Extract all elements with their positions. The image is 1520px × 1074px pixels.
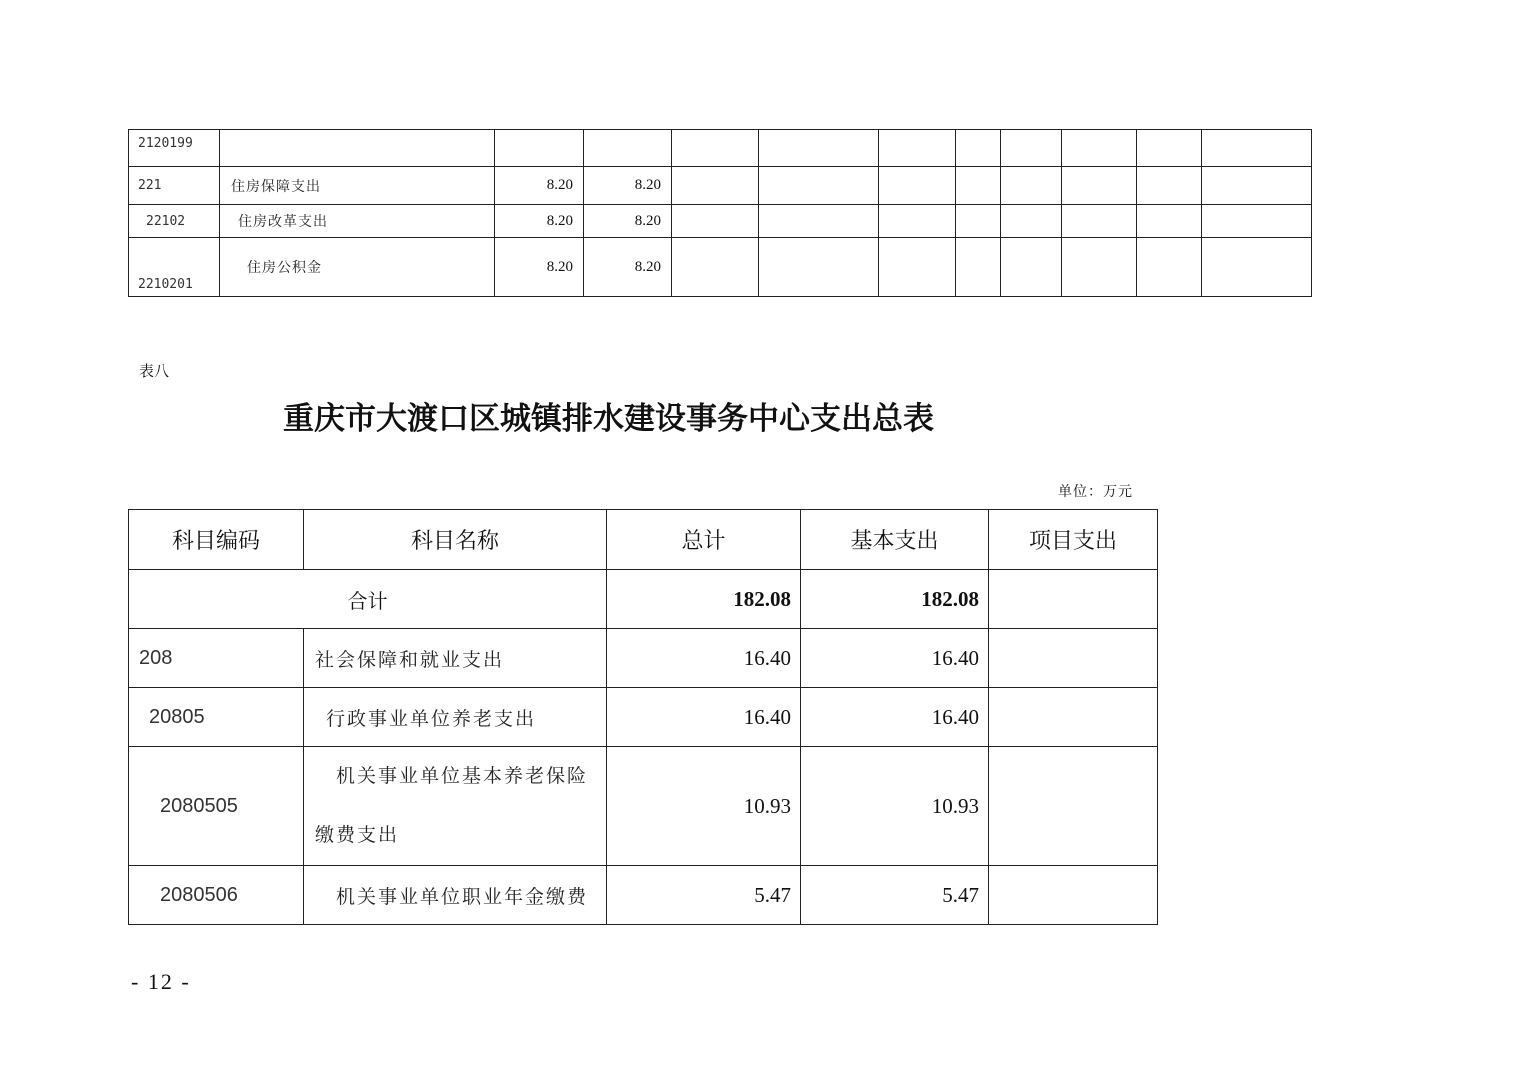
subject-code: 2080505 [129,747,304,866]
project-value [989,570,1158,629]
subject-name: 机关事业单位职业年金缴费 [304,866,607,925]
table-row [129,747,1158,866]
project-value [989,866,1158,925]
basic-value: 8.20 [584,238,672,297]
total-value: 16.40 [607,629,801,688]
total-row [129,570,1158,629]
basic-value: 8.20 [584,167,672,205]
project-value [989,747,1158,866]
header-basic-expenditure: 基本支出 [801,510,989,570]
header-total: 总计 [607,510,801,570]
basic-value: 5.47 [801,866,989,925]
subject-name: 社会保障和就业支出 [304,629,607,688]
total-value: 16.40 [607,688,801,747]
total-value: 8.20 [495,205,584,238]
table-row [129,205,1312,238]
total-value: 5.47 [607,866,801,925]
subject-name: 住房改革支出 [220,205,495,238]
project-value [989,688,1158,747]
header-project-expenditure: 项目支出 [989,510,1158,570]
subject-code: 2120199 [129,130,220,167]
continued-expenditure-table [128,129,1312,297]
total-value [495,130,584,167]
basic-value [584,130,672,167]
header-subject-code: 科目编码 [129,510,304,570]
table-header-row [129,510,1158,570]
subject-name: 住房保障支出 [220,167,495,205]
expenditure-summary-table [128,509,1158,925]
table-number: 表八 [139,362,170,380]
page-title: 重庆市大渡口区城镇排水建设事务中心支出总表 [283,401,934,437]
subject-code: 22102 [129,205,220,238]
table-row [129,130,1312,167]
table-row [129,629,1158,688]
subject-code: 208 [129,629,304,688]
basic-value: 8.20 [584,205,672,238]
subject-name: 行政事业单位养老支出 [304,688,607,747]
basic-value: 10.93 [801,747,989,866]
basic-value: 16.40 [801,629,989,688]
subject-name: 住房公积金 [220,238,495,297]
total-value: 8.20 [495,238,584,297]
subject-name: 机关事业单位基本养老保险缴费支出 [304,747,607,866]
total-label: 合计 [129,570,607,629]
table-row [129,688,1158,747]
subject-code: 221 [129,167,220,205]
total-value: 8.20 [495,167,584,205]
table-row [129,167,1312,205]
table-row [129,866,1158,925]
unit-label: 单位：万元 [1058,484,1133,500]
total-value: 182.08 [607,570,801,629]
subject-code: 2080506 [129,866,304,925]
subject-name [220,130,495,167]
table-row [129,238,1312,297]
basic-value: 16.40 [801,688,989,747]
header-subject-name: 科目名称 [304,510,607,570]
page-number: - 12 - [131,969,191,994]
project-value [989,629,1158,688]
subject-code: 20805 [129,688,304,747]
total-value: 10.93 [607,747,801,866]
subject-code: 2210201 [129,238,220,297]
basic-value: 182.08 [801,570,989,629]
